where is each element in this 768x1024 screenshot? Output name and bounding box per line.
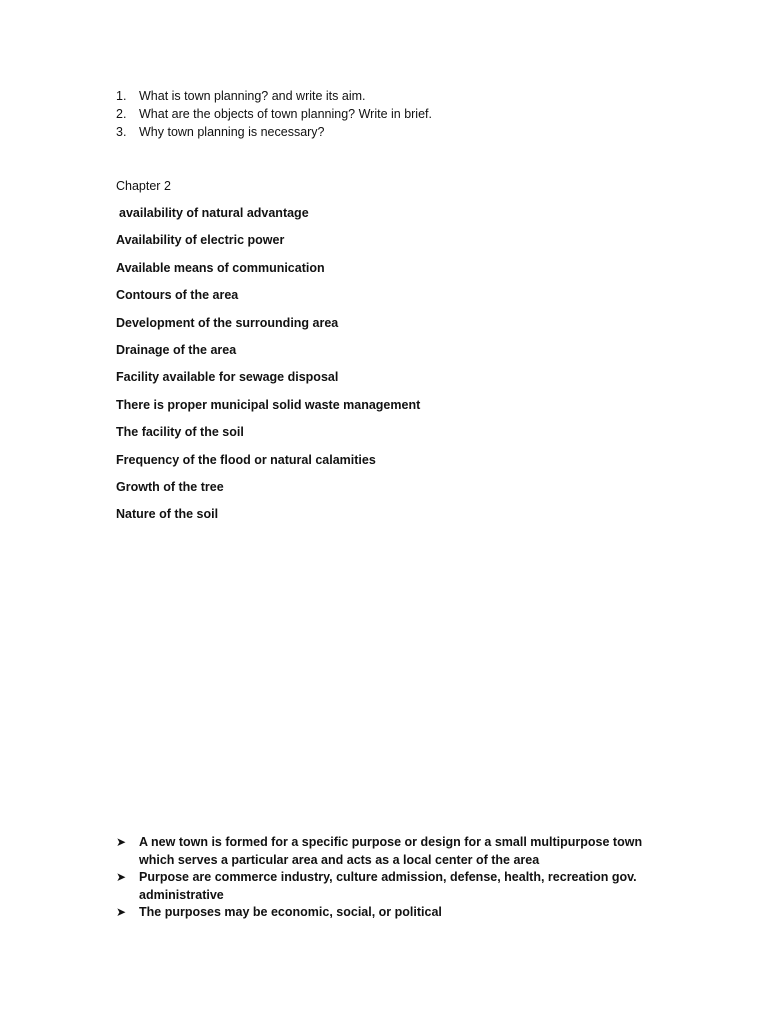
factor-item: There is proper municipal solid waste management (116, 397, 421, 412)
arrowhead-bullet-icon: ➤ (116, 870, 127, 884)
question-text: Why town planning is necessary? (139, 125, 325, 139)
bullet-text-line: which serves a particular area and acts as a local center of the area (139, 852, 540, 867)
factor-item: Contours of the area (116, 288, 239, 303)
chapter-heading: Chapter 2 (116, 179, 171, 193)
question-item (116, 87, 676, 105)
question-list (116, 87, 676, 141)
factor-item: Development of the surrounding area (116, 315, 339, 330)
factor-item: Growth of the tree (116, 479, 224, 494)
question-item (116, 105, 676, 123)
factor-item: availability of natural advantage (119, 206, 309, 220)
bullet-text-line: A new town is formed for a specific purpose or design for a small multipurpose town (139, 835, 643, 849)
arrowhead-bullet-icon: ➤ (116, 905, 127, 919)
factor-list (116, 204, 420, 533)
question-number: 2. (116, 107, 127, 121)
question-text: What are the objects of town planning? Write in brief. (139, 107, 432, 121)
factor-item: Drainage of the area (116, 342, 237, 357)
question-item (116, 123, 676, 141)
question-number: 1. (116, 89, 127, 103)
factor-item: Nature of the soil (116, 507, 219, 522)
arrowhead-bullet-icon: ➤ (116, 835, 127, 849)
factor-item: Facility available for sewage disposal (116, 370, 339, 385)
factor-item: Frequency of the flood or natural calamities (116, 452, 376, 467)
factor-item: Available means of communication (116, 260, 325, 275)
bullet-item (116, 904, 656, 922)
bullet-text-line: The purposes may be economic, social, or political (139, 905, 442, 919)
bullet-text-line: administrative (139, 887, 224, 902)
factor-item: The facility of the soil (116, 425, 244, 440)
bullet-item (116, 869, 656, 904)
bullet-text-line: Purpose are commerce industry, culture admission, defense, health, recreation gov. (139, 870, 637, 884)
bullet-item (116, 834, 656, 869)
factor-item: Availability of electric power (116, 233, 285, 248)
question-text: What is town planning? and write its aim. (139, 89, 366, 103)
bullet-list (116, 834, 656, 922)
question-number: 3. (116, 125, 127, 139)
